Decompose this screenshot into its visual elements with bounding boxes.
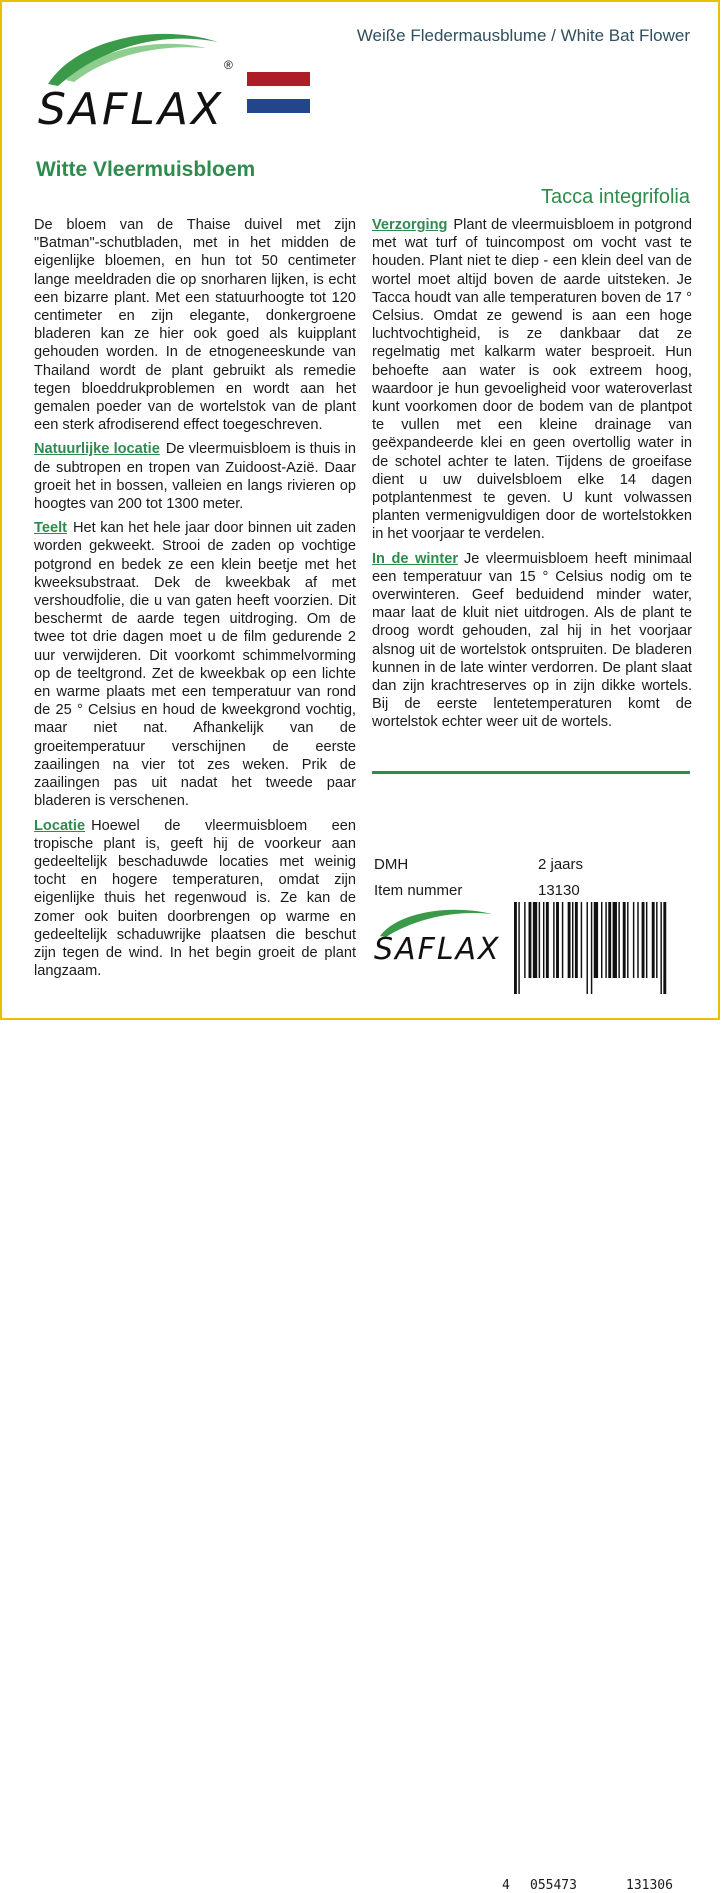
barcode-bar [524, 902, 525, 978]
barcode-bar [546, 902, 549, 978]
cultivation-heading: Teelt [34, 520, 67, 537]
flag-stripe-white [247, 86, 310, 100]
barcode-bar [562, 902, 563, 978]
barcode-bar [568, 902, 571, 978]
flag-stripe-red [247, 72, 310, 86]
location-text: Hoewel de vleermuisbloem een tropische plant is, geeft hij de voorkeur aan gedeeltelijk beschaduwde locaties met weinig tocht en hogere temperaturen, omdat zijn eigenlijke thuis het regenwoud is. Ze kan de zomer ook buiten doorbrengen op warme en gedeeltelijk schaduwrijke plaatsen die beschut zijn tegen de wind. In het begin groeit de plant langzaam. [34, 817, 356, 980]
winter-heading: In de winter [372, 550, 458, 567]
barcode-bar [663, 902, 666, 994]
barcode-bar [529, 902, 532, 978]
barcode-group-left: 055473 [530, 1878, 577, 1893]
barcode-bar [613, 902, 617, 978]
care-section [372, 216, 692, 544]
natural-location-section [34, 440, 356, 513]
barcode-bar [652, 902, 655, 978]
saflax-logo-small [372, 904, 502, 974]
flag-stripe-blue [247, 99, 310, 113]
item-number-label: Item nummer [374, 882, 463, 899]
barcode-bar [553, 902, 554, 978]
care-heading: Verzorging [372, 217, 448, 233]
barcode-bar [656, 902, 657, 978]
winter-section [372, 550, 692, 732]
barcode-bar [623, 902, 626, 978]
item-number-value: 13130 [538, 882, 580, 899]
dutch-flag-icon [247, 72, 310, 113]
barcode-bar [581, 902, 582, 978]
logo-wordmark-small: SAFLAX [374, 932, 501, 967]
latin-name: Tacca integrifolia [541, 186, 690, 208]
barcode-bar [608, 902, 611, 978]
right-column [372, 216, 692, 738]
barcode-bar [543, 902, 544, 978]
barcode-bar [601, 902, 602, 978]
cultivation-text: Het kan het hele jaar door binnen uit zaden worden gekweekt. Strooi de zaden op vochtige potgrond en bedek ze een klein beetje met het kweeksubstraat. Dek de kweekbak af met vershoudfolie, die u van gaten heeft voorzien. Dit beschermt de aarde tegen uitdroging. Om de twee tot drie dagen moet u de film gedurende 2 uur verwijderen. Dit voorkomt schimmelvorming op de teeltgrond. Zet de kweekbak op een lichte en warme plaats met een temperatuur van rond de 25 ° Celsius en houd de kweekgrond vochtig, maar niet nat. Afhankelijk van de groeitemperatuur verschijnen de eerste zaailingen na vier tot zes weken. Prik de zaailingen pas uit nadat het tweede paar bladeren is verschenen. [34, 520, 356, 810]
dmh-value: 2 jaars [538, 856, 584, 873]
page-title: Witte Vleermuisbloem [36, 158, 256, 181]
barcode-bar [642, 902, 645, 978]
barcode-bar [605, 902, 606, 978]
barcode-bar [514, 902, 517, 994]
location-heading: Locatie [34, 817, 86, 834]
barcode-bar [660, 902, 661, 994]
product-title: Weiße Fledermausblume / White Bat Flower [356, 26, 690, 45]
barcode-group-right: 131306 [626, 1878, 673, 1893]
winter-text: Je vleermuisbloem heeft minimaal een temperatuur van 15 ° Celsius nodig om te overwinteren. Geef beduidend minder water, maar laat de kluit niet uitdrogen. Als de plant te droog wordt gehouden, zal hij in het voorjaar alsnog uit de wortelstok ontspruiten. De bladeren kunnen in de late winter verdorren. De plant slaat dan zijn krachtreserves op in zijn dikke wortels. Bij de eerste lentetemperaturen komt de wortelstok echter weer uit de wortels. [372, 550, 692, 731]
barcode-bar [539, 902, 540, 978]
section-divider [372, 771, 690, 774]
barcode-bar [556, 902, 559, 978]
barcode-bar [518, 902, 519, 994]
barcode-bar [637, 902, 638, 978]
barcode-bar [572, 902, 573, 978]
location-section [34, 817, 356, 981]
cultivation-section [34, 519, 356, 810]
care-text: Plant de vleermuisbloem in potgrond met wat turf of tuincompost om vocht vast te houden. Plant niet te diep - een klein deel van de wortel moet altijd boven de aarde uitsteken. Je Tacca houdt van alle temperaturen boven de 17 ° Celsius. Omdat ze gewend is aan een hoge luchtvochtigheid, is ze dankbaar dat ze regelmatig met kalkarm water besproeit. Hun behoefte aan water is ook extreem hoog, waardoor je hun gevoeligheid voor wateroverlast kunt voorkomen door de bodem van de plantpot te vullen met een kleine drainage van geëxpandeerde klei en geen overtollig water in de schotel achter te laten. Tijdens de groeifase dient u uw duivelsbloem elke 14 dagen potplantenmest te geven. U kunt volwassen planten vermenigvuldigen door de wortelstokken in het voorjaar te verdelen. [372, 217, 692, 543]
left-column [34, 216, 356, 986]
barcode-bar [633, 902, 634, 978]
registered-mark: ® [224, 58, 233, 72]
barcode-bar [618, 902, 619, 978]
barcode-bar [646, 902, 647, 978]
barcode-digit-first: 4 [502, 1878, 510, 1893]
barcode [500, 902, 712, 1893]
natural-location-heading: Natuurlijke locatie [34, 441, 160, 458]
logo-wordmark: SAFLAX [38, 84, 225, 135]
saflax-logo [36, 22, 236, 135]
barcode-bar [591, 902, 592, 994]
barcode-bar [587, 902, 588, 994]
logo-swoosh-icon [36, 22, 236, 92]
barcode-bar [533, 902, 537, 978]
barcode-bar [594, 902, 598, 978]
natural-location-text: De vleermuisbloem is thuis in de subtropen en tropen van Zuidoost-Azië. Daar groeit het in bossen, valleien en langs rivieren op hoogtes van 200 tot 1300 meter. [34, 441, 356, 513]
barcode-bar [627, 902, 628, 978]
dmh-label: DMH [374, 856, 409, 873]
barcode-bar [575, 902, 578, 978]
intro-paragraph: De bloem van de Thaise duivel met zijn "Batman"-schutbladen, met in het midden de eigenlijke bloemen, en hun tot 50 centimeter lange meeldraden die op snorharen lijken, is echt een bizarre plant. Met een statuurhoogte tot 120 centimeter en zijn elegante, donkergroene bladeren kan ze hier ook goed als kuipplant gehouden worden. In de etnogeneeskunde van Thailand wordt de plant gebruikt als remedie tegen bloeddrukproblemen en wordt aan het gemalen poeder van de wortelstok van de plant een sterk afrodiserend effect toegeschreven. [34, 217, 356, 434]
barcode-bars [500, 902, 712, 994]
